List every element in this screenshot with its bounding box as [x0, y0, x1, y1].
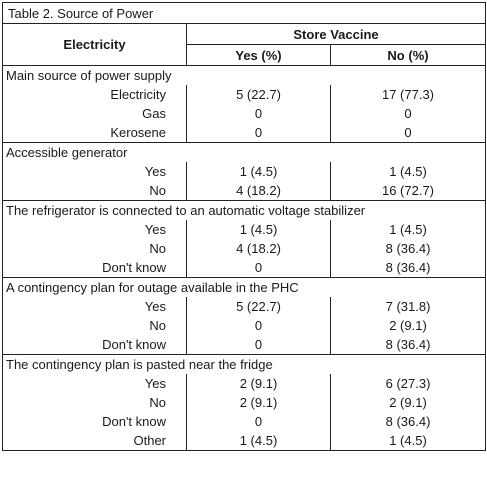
section-row	[3, 278, 486, 298]
cell-no: 1 (4.5)	[331, 220, 486, 239]
section-title: The refrigerator is connected to an automatic voltage stabilizer	[3, 201, 486, 221]
cell-no: 8 (36.4)	[331, 412, 486, 431]
table-row	[3, 393, 486, 412]
header-store-vaccine: Store Vaccine	[187, 24, 486, 45]
cell-yes: 2 (9.1)	[187, 393, 331, 412]
row-label: Don't know	[3, 258, 187, 278]
cell-yes: 5 (22.7)	[187, 85, 331, 104]
cell-no: 6 (27.3)	[331, 374, 486, 393]
cell-yes: 0	[187, 335, 331, 355]
row-label: No	[3, 181, 187, 201]
header-no: No (%)	[331, 45, 486, 66]
section-title: A contingency plan for outage available in the PHC	[3, 278, 486, 298]
cell-yes: 4 (18.2)	[187, 181, 331, 201]
table-row	[3, 123, 486, 143]
table-row	[3, 239, 486, 258]
header-yes: Yes (%)	[187, 45, 331, 66]
row-label: Don't know	[3, 335, 187, 355]
cell-no: 16 (72.7)	[331, 181, 486, 201]
table-caption: Table 2. Source of Power	[3, 3, 486, 24]
table-row	[3, 316, 486, 335]
cell-yes: 0	[187, 412, 331, 431]
cell-no: 0	[331, 123, 486, 143]
table-row	[3, 162, 486, 181]
section-title: Main source of power supply	[3, 66, 486, 86]
cell-no: 2 (9.1)	[331, 316, 486, 335]
cell-no: 8 (36.4)	[331, 335, 486, 355]
table-row	[3, 431, 486, 451]
row-label: Yes	[3, 220, 187, 239]
cell-yes: 0	[187, 123, 331, 143]
section-row	[3, 66, 486, 86]
cell-yes: 4 (18.2)	[187, 239, 331, 258]
section-row	[3, 201, 486, 221]
table-row	[3, 85, 486, 104]
header-electricity: Electricity	[3, 24, 187, 66]
cell-yes: 0	[187, 104, 331, 123]
row-label: Electricity	[3, 85, 187, 104]
table-row	[3, 258, 486, 278]
cell-no: 8 (36.4)	[331, 239, 486, 258]
cell-no: 2 (9.1)	[331, 393, 486, 412]
table-row	[3, 335, 486, 355]
row-label: Kerosene	[3, 123, 187, 143]
section-title: Accessible generator	[3, 143, 486, 163]
section-row	[3, 355, 486, 375]
cell-yes: 1 (4.5)	[187, 431, 331, 451]
table-row	[3, 412, 486, 431]
row-label: Gas	[3, 104, 187, 123]
row-label: No	[3, 316, 187, 335]
section-title: The contingency plan is pasted near the fridge	[3, 355, 486, 375]
cell-yes: 1 (4.5)	[187, 162, 331, 181]
cell-yes: 2 (9.1)	[187, 374, 331, 393]
cell-no: 8 (36.4)	[331, 258, 486, 278]
cell-yes: 5 (22.7)	[187, 297, 331, 316]
row-label: Don't know	[3, 412, 187, 431]
section-row	[3, 143, 486, 163]
row-label: Other	[3, 431, 187, 451]
table-row	[3, 181, 486, 201]
row-label: No	[3, 239, 187, 258]
row-label: Yes	[3, 162, 187, 181]
cell-no: 7 (31.8)	[331, 297, 486, 316]
table-row	[3, 374, 486, 393]
cell-no: 17 (77.3)	[331, 85, 486, 104]
table-row	[3, 220, 486, 239]
table-row	[3, 297, 486, 316]
cell-no: 0	[331, 104, 486, 123]
cell-no: 1 (4.5)	[331, 431, 486, 451]
cell-yes: 1 (4.5)	[187, 220, 331, 239]
row-label: No	[3, 393, 187, 412]
cell-yes: 0	[187, 316, 331, 335]
cell-yes: 0	[187, 258, 331, 278]
row-label: Yes	[3, 374, 187, 393]
table-row	[3, 104, 486, 123]
source-of-power-table	[2, 2, 486, 451]
row-label: Yes	[3, 297, 187, 316]
cell-no: 1 (4.5)	[331, 162, 486, 181]
